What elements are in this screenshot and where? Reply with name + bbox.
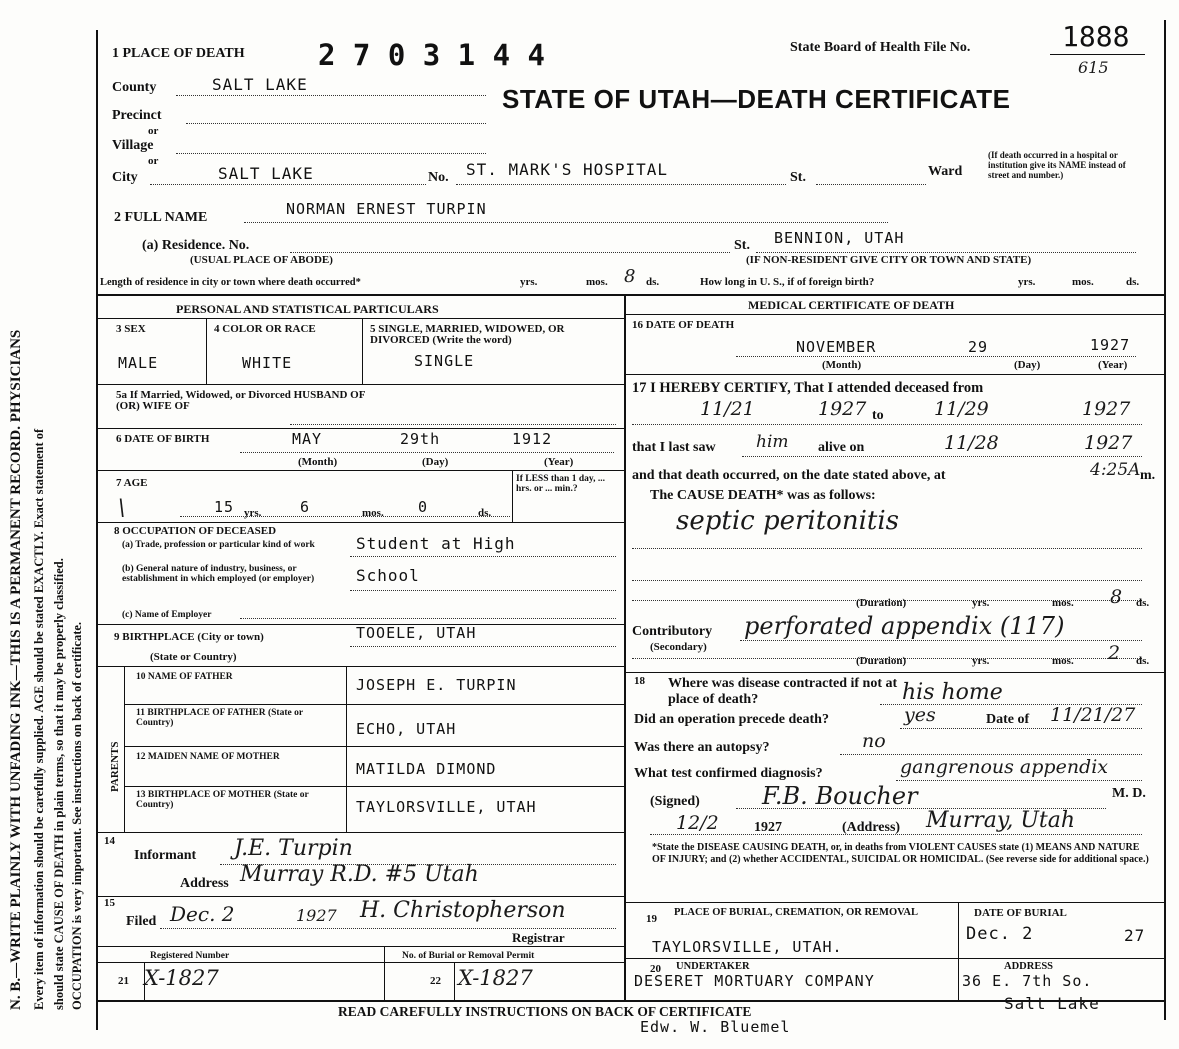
md-label: M. D.	[1112, 786, 1146, 801]
undertaker-address: 36 E. 7th So.	[962, 972, 1093, 990]
death-date-label: 16 DATE OF DEATH	[632, 319, 735, 331]
death-year: 1927	[1090, 336, 1131, 354]
sign-address-line	[650, 834, 1142, 835]
registered-number-label: Registered Number	[150, 951, 230, 961]
test-value: gangrenous appendix	[900, 756, 1109, 778]
item-19: 19	[646, 913, 657, 925]
contributory-line	[740, 640, 1142, 641]
filed-year: 1927	[296, 906, 337, 925]
residence-st-line	[756, 252, 1136, 253]
foreign-ds: ds.	[1126, 276, 1140, 288]
village-label: Village	[112, 138, 154, 153]
less-than-day-label: If LESS than 1 day, ... hrs. or ... min.?	[516, 474, 605, 494]
row-rule-11	[96, 896, 624, 897]
physician-address-label: (Address)	[842, 820, 901, 835]
row-rule-1	[96, 384, 624, 385]
residence-line	[290, 252, 730, 253]
burial-date-label: DATE OF BURIAL	[974, 907, 1067, 919]
cause-duration-value: 8	[1110, 586, 1123, 608]
cause-duration-ds: ds.	[1136, 597, 1150, 609]
cause-duration-yrs: yrs.	[972, 597, 990, 609]
or-1: or	[148, 125, 159, 137]
where-contracted-label: Where was disease contracted if not at place of death?	[668, 676, 898, 707]
attended-to-year: 1927	[1082, 398, 1131, 420]
last-saw-label: that I last saw	[632, 440, 716, 455]
margin-instruction-2: should state CAUSE OF DEATH in plain terms, so that it may be properly classified.	[52, 558, 66, 1010]
operation-line	[900, 728, 1142, 729]
color-divider	[362, 318, 363, 384]
row-rule-3	[96, 470, 624, 471]
row-rule-12	[96, 946, 624, 947]
frame-left	[96, 30, 98, 1030]
sign-year: 1927	[754, 820, 782, 835]
village-line	[176, 153, 486, 154]
permit-box-left	[454, 962, 455, 1000]
read-instructions: READ CAREFULLY INSTRUCTIONS ON BACK OF CERTIFICATE	[338, 1004, 752, 1019]
father-name-label: 10 NAME OF FATHER	[136, 672, 233, 682]
physician-signature: F.B. Boucher	[762, 782, 918, 810]
certificate-number: 2 7 0 3 1 4 4	[318, 38, 545, 72]
contributory-label: Contributory	[632, 624, 713, 639]
row-rule-6	[96, 666, 624, 667]
sex-value: MALE	[118, 354, 159, 372]
file-underline	[1050, 54, 1145, 55]
employer-line	[240, 618, 616, 619]
birth-month-cap: (Month)	[298, 456, 338, 468]
informant-signature: J.E. Turpin	[234, 836, 353, 861]
attended-from-date: 11/21	[700, 398, 755, 420]
test-label: What test confirmed diagnosis?	[634, 766, 823, 781]
attended-to-date: 11/29	[934, 398, 989, 420]
city-label: City	[112, 170, 138, 185]
marital-value: SINGLE	[414, 352, 475, 370]
cause-value: septic peritonitis	[676, 506, 900, 536]
no-label: No.	[428, 170, 449, 185]
death-month: NOVEMBER	[796, 338, 877, 356]
item-18: 18	[634, 675, 645, 687]
margin-warning: N. B.—WRITE PLAINLY WITH UNFADING INK—THIS IS A PERMANENT RECORD. PHYSICIANS	[8, 329, 24, 1010]
parents-label: PARENTS	[109, 741, 121, 792]
item-22: 22	[430, 975, 441, 987]
medical-rule-1	[624, 374, 1164, 375]
operation-value: yes	[904, 704, 936, 726]
burial-place-value: TAYLORSVILLE, UTAH.	[652, 938, 843, 956]
contrib-duration-value: 2	[1108, 642, 1121, 664]
registrar-label: Registrar	[512, 930, 565, 945]
filed-line	[160, 928, 616, 929]
age-check: \	[118, 496, 126, 521]
county-label: County	[112, 80, 157, 95]
or-2: or	[148, 155, 159, 167]
last-saw-date: 11/28	[944, 432, 999, 454]
birth-day: 29th	[400, 430, 441, 448]
occupation-value-2: School	[356, 566, 420, 585]
mother-birthplace-value: TAYLORSVILLE, UTAH	[356, 798, 537, 816]
row-rule-7	[124, 704, 624, 705]
reg-box-right	[384, 946, 385, 1000]
last-saw-who: him	[756, 432, 789, 452]
employer-label: (c) Name of Employer	[122, 610, 212, 620]
burial-permit-number: X-1827	[458, 966, 533, 990]
contrib-duration-label: (Duration)	[856, 655, 907, 667]
burial-permit-label: No. of Burial or Removal Permit	[402, 951, 535, 961]
row-rule-10	[96, 832, 624, 833]
age-ds-label: ds.	[478, 507, 492, 519]
undertaker-value: DESERET MORTUARY COMPANY	[634, 972, 875, 990]
city-line	[150, 184, 426, 185]
test-line	[896, 780, 1142, 781]
birth-line	[240, 452, 614, 453]
color-label: 4 COLOR OR RACE	[214, 323, 316, 335]
filed-label: Filed	[126, 914, 157, 929]
sex-divider	[206, 318, 207, 384]
contributory-value: perforated appendix (117)	[744, 612, 1065, 640]
name-line	[244, 222, 888, 223]
to-label: to	[872, 408, 884, 423]
birth-day-cap: (Day)	[422, 456, 449, 468]
item-21: 21	[118, 975, 129, 987]
place-of-death-label: 1 PLACE OF DEATH	[112, 46, 245, 61]
registered-number: X-1827	[144, 966, 219, 990]
reg-box-left	[144, 962, 145, 1000]
spouse-label: 5a If Married, Widowed, or Divorced HUSBAND OF (OR) WIFE OF	[116, 389, 366, 412]
color-value: WHITE	[242, 354, 293, 372]
father-birthplace-label: 11 BIRTHPLACE OF FATHER (State or Country)	[136, 708, 303, 728]
length-ds: ds.	[646, 276, 660, 288]
full-name-value: NORMAN ERNEST TURPIN	[286, 200, 487, 218]
city-value: SALT LAKE	[218, 164, 314, 183]
cause-duration-label: (Duration)	[856, 597, 907, 609]
burial-place-label: PLACE OF BURIAL, CREMATION, OR REMOVAL	[674, 907, 918, 918]
row-rule-9	[124, 786, 624, 787]
autopsy-value: no	[862, 730, 886, 752]
nonresident-note: (IF NON-RESIDENT GIVE CITY OR TOWN AND STATE)	[746, 254, 1032, 266]
mother-birthplace-label: 13 BIRTHPLACE OF MOTHER (State or Country)	[136, 790, 309, 810]
occupation-a-label: (a) Trade, profession or particular kind of work	[122, 540, 315, 550]
state-file-number: 1888	[1062, 20, 1130, 53]
occupation-line-1	[350, 556, 616, 557]
residence-value: BENNION, UTAH	[774, 229, 905, 247]
autopsy-label: Was there an autopsy?	[634, 740, 770, 755]
cause-line-1	[632, 548, 1142, 549]
certify-label: 17 I HEREBY CERTIFY, That I attended deceased from	[632, 380, 984, 396]
state-file-label: State Board of Health File No.	[790, 40, 971, 55]
occupation-b-label: (b) General nature of industry, business, or establishment in which employed (or employer)	[122, 564, 315, 584]
burial-year: 27	[1124, 926, 1146, 945]
cause-duration-mos: mos.	[1052, 597, 1074, 609]
institution-line	[456, 184, 786, 185]
contrib-duration-mos: mos.	[1052, 655, 1074, 667]
item-14: 14	[104, 835, 115, 847]
burial-date: Dec. 2	[966, 924, 1034, 944]
page-title: STATE OF UTAH—DEATH CERTIFICATE	[502, 84, 1011, 114]
physician-address: Murray, Utah	[926, 808, 1076, 833]
registrar-name: Edw. W. Bluemel	[640, 1018, 791, 1036]
marital-label: 5 SINGLE, MARRIED, WIDOWED, OR DIVORCED (Write the word)	[370, 323, 565, 346]
father-name-value: JOSEPH E. TURPIN	[356, 676, 517, 694]
medical-rule-3	[624, 902, 1164, 903]
length-residence-label: Length of residence in city or town where death occurred*	[100, 277, 361, 288]
length-mos-value: 8	[624, 266, 636, 287]
county-line	[176, 95, 486, 96]
precinct-label: Precinct	[112, 108, 162, 123]
table-divider	[624, 294, 626, 1000]
last-saw-year: 1927	[1084, 432, 1133, 454]
sign-date: 12/2	[676, 812, 719, 834]
frame-right	[1164, 20, 1166, 1020]
county-value: SALT LAKE	[212, 75, 308, 94]
row-rule-13	[96, 962, 624, 963]
precinct-line	[186, 123, 486, 124]
length-yrs: yrs.	[520, 276, 538, 288]
residence-st-label: St.	[734, 238, 750, 253]
cause-label: The CAUSE DEATH* was as follows:	[650, 488, 876, 503]
death-day: 29	[968, 338, 989, 356]
residence-label: (a) Residence. No.	[142, 238, 250, 253]
age-line	[180, 516, 510, 517]
operation-date: 11/21/27	[1050, 704, 1136, 726]
age-years: 15	[214, 498, 235, 516]
row-rule-4	[96, 522, 624, 523]
ward-label: Ward	[928, 164, 963, 179]
burial-divider	[958, 902, 959, 1000]
birthplace-sub: (State or Country)	[150, 651, 237, 663]
occupation-value-1: Student at High	[356, 534, 516, 553]
operation-date-label: Date of	[986, 712, 1030, 727]
contrib-duration-ds: ds.	[1136, 655, 1150, 667]
undertaker-label: UNDERTAKER	[676, 961, 750, 972]
spouse-line	[290, 424, 616, 425]
death-year-cap: (Year)	[1098, 359, 1128, 371]
last-saw-line	[742, 456, 1142, 457]
st-line	[816, 184, 926, 185]
foreign-label: How long in U. S., if of foreign birth?	[700, 276, 875, 288]
age-label: 7 AGE	[116, 477, 148, 489]
attended-line	[632, 424, 1142, 425]
personal-heading: PERSONAL AND STATISTICAL PARTICULARS	[176, 302, 439, 316]
personal-heading-rule	[96, 318, 624, 319]
death-time-m: m.	[1140, 468, 1156, 483]
contrib-duration-yrs: yrs.	[972, 655, 990, 667]
foreign-yrs: yrs.	[1018, 276, 1036, 288]
row-rule-2	[96, 428, 624, 429]
less-divider	[512, 470, 513, 522]
margin-instruction-1: Every item of information should be carefully supplied. AGE should be stated EXACTLY. Exact statement of	[32, 428, 46, 1010]
age-mos-label: mos.	[362, 507, 384, 519]
state-file-sub: 615	[1078, 58, 1109, 77]
medical-heading-rule	[624, 314, 1164, 315]
medical-heading: MEDICAL CERTIFICATE OF DEATH	[748, 298, 955, 312]
st-label: St.	[790, 170, 806, 185]
death-day-cap: (Day)	[1014, 359, 1041, 371]
undertaker-address-label: ADDRESS	[1004, 961, 1054, 972]
item-20: 20	[650, 963, 661, 975]
mother-name-value: MATILDA DIMOND	[356, 760, 497, 778]
undertaker-city: Salt Lake	[1004, 994, 1100, 1013]
ward-note: (If death occurred in a hospital or institution give its NAME instead of street and number.)	[988, 150, 1126, 180]
parents-box-left	[124, 666, 125, 832]
table-top	[96, 294, 1164, 296]
medical-rule-4	[624, 958, 1164, 959]
parents-box-mid	[346, 666, 347, 832]
length-mos: mos.	[586, 276, 608, 288]
death-date-line	[736, 356, 1136, 357]
registrar-signature: H. Christopherson	[360, 898, 566, 923]
birth-year: 1912	[512, 430, 553, 448]
row-rule-8	[124, 746, 624, 747]
death-month-cap: (Month)	[822, 359, 862, 371]
filed-date: Dec. 2	[170, 902, 235, 926]
signed-label: (Signed)	[650, 794, 700, 809]
item-15: 15	[104, 897, 115, 909]
informant-label: Informant	[134, 848, 197, 863]
cause-line-2	[632, 580, 1142, 581]
occupation-label: 8 OCCUPATION OF DECEASED	[114, 525, 277, 537]
birth-label: 6 DATE OF BIRTH	[116, 433, 210, 445]
mother-name-label: 12 MAIDEN NAME OF MOTHER	[136, 752, 280, 762]
age-yrs-label: yrs.	[244, 507, 262, 519]
attended-from-year: 1927	[818, 398, 867, 420]
occupation-line-2	[350, 590, 616, 591]
operation-label: Did an operation precede death?	[634, 712, 829, 727]
birthplace-label: 9 BIRTHPLACE (City or town)	[114, 631, 264, 643]
cause-note: *State the DISEASE CAUSING DEATH, or, in deaths from VIOLENT CAUSES state (1) MEANS AND NATURE OF INJURY; and (2) whether ACCIDENTAL, SUICIDAL OR HOMICIDAL. (See reverse side for additional space.)	[652, 842, 1149, 865]
death-time: 4:25A	[1090, 460, 1141, 480]
margin-instruction-3: OCCUPATION is very important. See instructions on back of certificate.	[70, 621, 84, 1010]
foreign-mos: mos.	[1072, 276, 1094, 288]
informant-address-label: Address	[180, 876, 229, 891]
usual-abode-label: (USUAL PLACE OF ABODE)	[190, 254, 333, 266]
informant-address: Murray R.D. #5 Utah	[240, 862, 479, 887]
death-occurred-label: and that death occurred, on the date stated above, at	[632, 468, 946, 483]
institution-value: ST. MARK'S HOSPITAL	[466, 160, 669, 179]
birthplace-line	[350, 646, 616, 647]
medical-rule-2	[624, 672, 1164, 673]
birth-year-cap: (Year)	[544, 456, 574, 468]
where-contracted-value: his home	[902, 680, 1003, 705]
birthplace-value: TOOELE, UTAH	[356, 624, 477, 642]
alive-on-label: alive on	[818, 440, 865, 455]
secondary-label: (Secondary)	[650, 641, 707, 653]
age-months: 6	[300, 498, 311, 516]
birth-month: MAY	[292, 430, 323, 448]
father-birthplace-value: ECHO, UTAH	[356, 720, 457, 738]
age-days: 0	[418, 498, 429, 516]
full-name-label: 2 FULL NAME	[114, 210, 208, 225]
autopsy-line	[840, 754, 1142, 755]
sex-label: 3 SEX	[116, 323, 146, 335]
